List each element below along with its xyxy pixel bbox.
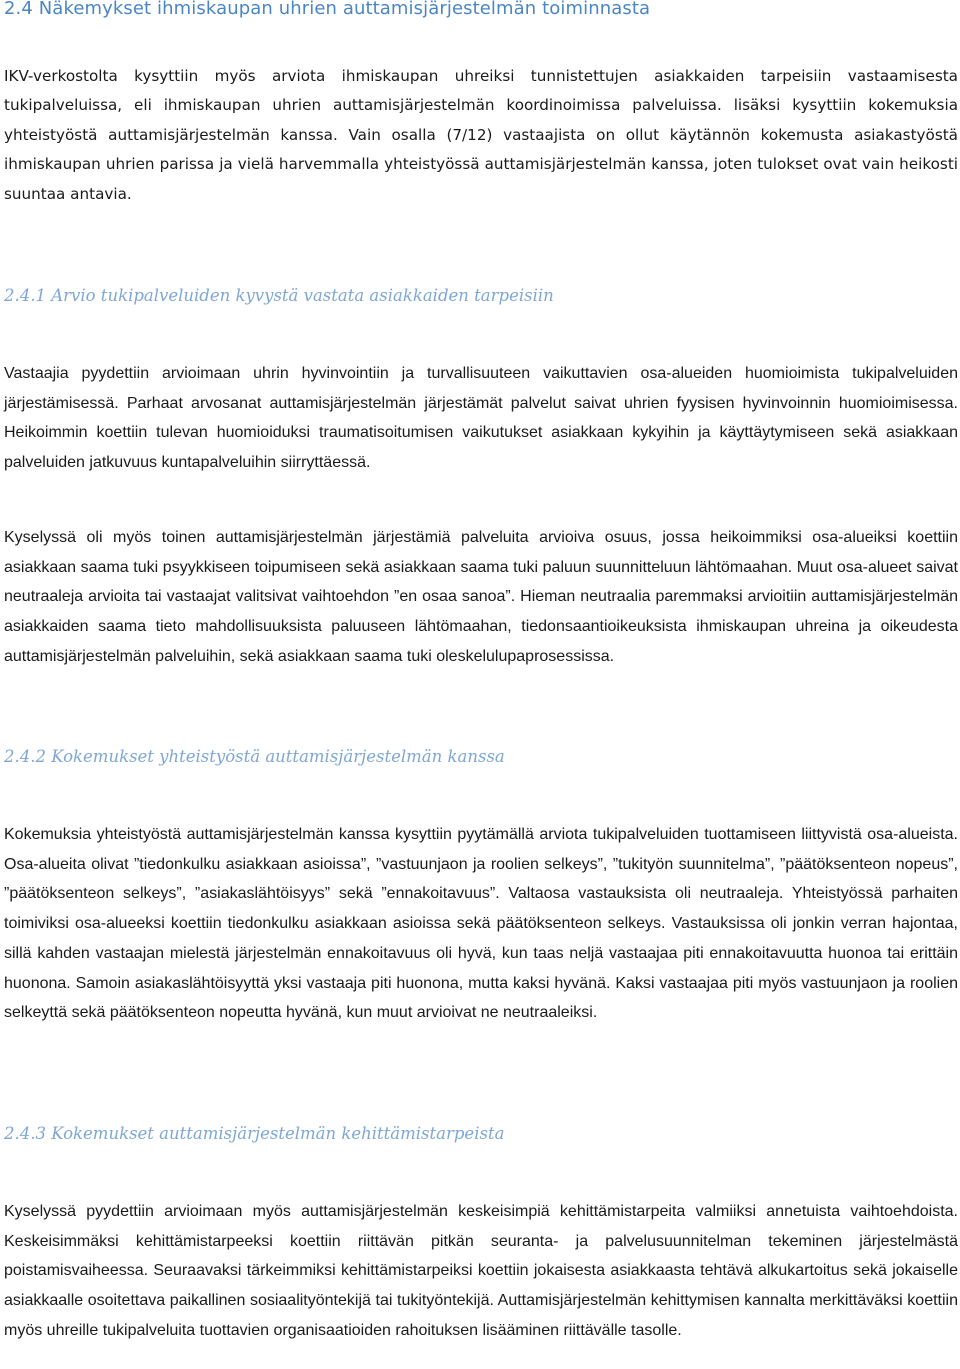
- subsection-heading-2-4-2: 2.4.2 Kokemukset yhteistyöstä auttamisjärjestelmän kanssa: [4, 747, 505, 766]
- subsection-2-4-1-paragraph-1: Vastaajia pyydettiin arvioimaan uhrin hyvinvointiin ja turvallisuuteen vaikuttavien osa-alueiden huomioimista tukipalveluiden järjestämisessä. Parhaat arvosanat auttamisjärjestelmän järjestämät palvelut saivat uhrien fyysisen hyvinvoinnin huomioimisessa. Heikoimmin koettiin tulevan huomioiduksi traumatisoitumisen vaikutukset asiakkaan kykyihin ja käyttäytymiseen sekä asiakkaan palveluiden jatkuvuus kuntapalveluihin siirryttäessä.: [4, 365, 958, 472]
- subsection-2-4-2-paragraph: Kokemuksia yhteistyöstä auttamisjärjestelmän kanssa kysyttiin pyytämällä arviota tukipalveluiden tuottamiseen liittyvistä osa-alueista. Osa-alueita olivat ”tiedonkulku asiakkaan asioissa”, ”vastuunjaon ja roolien selkeys”, ”tukityön suunnitelma”, ”päätöksenteon nopeus”, ”päätöksenteon selkeys”, ”asiakaslähtöisyys” sekä ”ennakoitavuus”. Valtaosa vastauksista oli neutraaleja. Yhteistyössä parhaiten toimiviksi osa-alueeksi koettiin tiedonkulku asiakkaan asioissa sekä päätöksenteon selkeys. Vastauksissa oli jonkin verran hajontaa, sillä kahden vastaajan mielestä järjestelmän ennakoitavuus oli hyvä, kun taas neljä vastaajaa piti ennakoitavuutta huonoa tai erittäin huonona. Samoin asiakaslähtöisyyttä yksi vastaaja piti huonona, mutta kaksi hyvänä. Kaksi vastaajaa piti myös vastuunjaon ja roolien selkeyttä sekä päätöksenteon nopeutta hyvänä, kun muut arvioivat ne neutraaleiksi.: [4, 826, 958, 1022]
- subsection-2-4-3-paragraph: Kyselyssä pyydettiin arvioimaan myös auttamisjärjestelmän keskeisimpiä kehittämistarpeita valmiiksi annetuista vaihtoehdoista. Keskeisimmäksi kehittämistarpeeksi koettiin riittävän pitkän seuranta- ja palvelusuunnitelman tekeminen järjestelmästä poistamisvaiheessa. Seuraavaksi tärkeimmiksi kehittämistarpeiksi koettiin jokaisesta asiakkaasta tehtävä alkukartoitus sekä jokaiselle asiakkaalle osoitettava paikallinen sosiaalityöntekijä tai tukityöntekijä. Auttamisjärjestelmän kehittymisen kannalta merkittäväksi koettiin myös uhreille tukipalveluita tuottavien organisaatioiden rahoituksen lisääminen riittävälle tasolle.: [4, 1203, 958, 1339]
- section-intro-paragraph: IKV-verkostolta kysyttiin myös arviota ihmiskaupan uhreiksi tunnistettujen asiakkaiden tarpeisiin vastaamisesta tukipalveluissa, eli ihmiskaupan uhrien auttamisjärjestelmän koordinoimissa palveluissa. lisäksi kysyttiin kokemuksia yhteistyöstä auttamisjärjestelmän kanssa. Vain osalla (7/12) vastaajista on ollut käytännön kokemusta asiakastyöstä ihmiskaupan uhrien parissa ja vielä harvemmalla yhteistyössä auttamisjärjestelmän kanssa, joten tulokset ovat vain heikosti suuntaa antavia.: [4, 67, 958, 203]
- subsection-heading-2-4-3: 2.4.3 Kokemukset auttamisjärjestelmän kehittämistarpeista: [4, 1124, 505, 1143]
- section-heading: 2.4 Näkemykset ihmiskaupan uhrien auttamisjärjestelmän toiminnasta: [4, 0, 651, 19]
- subsection-2-4-1-paragraph-2: Kyselyssä oli myös toinen auttamisjärjestelmän järjestämiä palveluita arvioiva osuus, jossa heikoimmiksi osa-alueiksi koettiin asiakkaan saama tuki psyykkiseen toipumiseen sekä asiakkaan saama tuki paluun suunnitteluun lähtömaahan. Muut osa-alueet saivat neutraaleja arvioita tai vastaajat valitsivat vaihtoehdon ”en osaa sanoa”. Hieman neutraalia paremmaksi arvioitiin auttamisjärjestelmän asiakkaiden saama tieto mahdollisuuksista paluuseen lähtömaahan, tiedonsaantioikeuksista ihmiskaupan uhreina ja oikeudesta auttamisjärjestelmän palveluihin, sekä asiakkaan saama tuki oleskelulupaprosessissa.: [4, 529, 958, 665]
- subsection-heading-2-4-1: 2.4.1 Arvio tukipalveluiden kyvystä vastata asiakkaiden tarpeisiin: [4, 286, 554, 305]
